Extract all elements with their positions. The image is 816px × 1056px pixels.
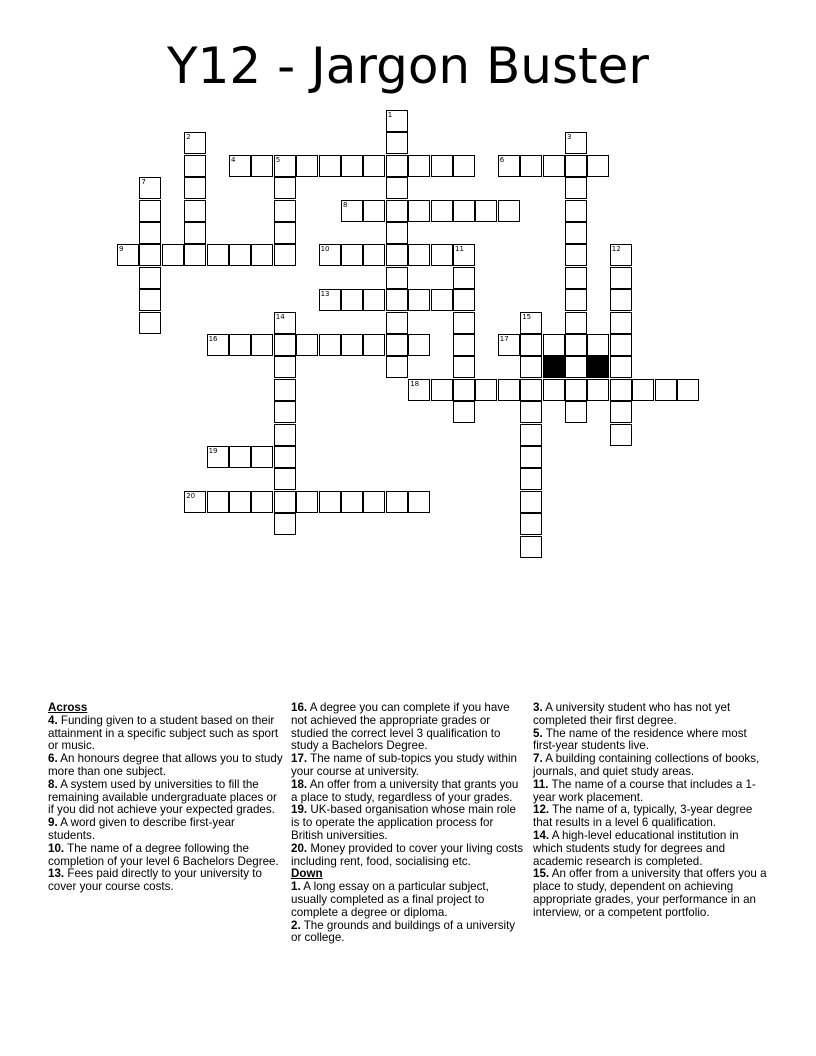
grid-cell[interactable] <box>565 244 587 266</box>
grid-cell[interactable] <box>274 200 296 222</box>
grid-cell[interactable] <box>341 289 363 311</box>
grid-cell[interactable] <box>251 491 273 513</box>
grid-cell[interactable] <box>319 244 341 266</box>
clue-column-1 <box>48 702 284 894</box>
grid-cell[interactable] <box>296 155 318 177</box>
grid-cell[interactable] <box>229 155 251 177</box>
grid-cell[interactable] <box>453 244 475 266</box>
clue-item <box>291 804 527 842</box>
grid-cell[interactable] <box>520 356 542 378</box>
clue-item-number: 10. <box>48 841 65 855</box>
grid-cell[interactable] <box>251 446 273 468</box>
grid-cell[interactable] <box>520 334 542 356</box>
grid-cell[interactable] <box>363 289 385 311</box>
clue-number: 6 <box>499 155 505 164</box>
grid-cell[interactable] <box>610 334 632 356</box>
grid-cell[interactable] <box>543 155 565 177</box>
clue-item-number: 18. <box>291 777 308 791</box>
clue-item <box>533 868 769 919</box>
grid-cell[interactable] <box>610 267 632 289</box>
grid-cell[interactable] <box>162 244 184 266</box>
grid-cell[interactable] <box>610 379 632 401</box>
clue-item <box>291 881 527 919</box>
grid-cell[interactable] <box>229 244 251 266</box>
grid-cell[interactable] <box>386 491 408 513</box>
grid-cell[interactable] <box>274 401 296 423</box>
grid-cell[interactable] <box>139 289 161 311</box>
grid-cell[interactable] <box>520 513 542 535</box>
clue-item-text: The grounds and buildings of a university or college. <box>291 918 516 945</box>
grid-cell[interactable] <box>341 244 363 266</box>
clue-number: 18 <box>410 379 420 388</box>
grid-cell[interactable] <box>274 379 296 401</box>
clue-item-number: 13. <box>48 867 65 881</box>
clue-item-number: 3. <box>533 701 543 714</box>
grid-cell[interactable] <box>498 334 520 356</box>
section-header: Across <box>48 701 88 714</box>
grid-cell[interactable] <box>274 468 296 490</box>
grid-cell[interactable] <box>207 446 229 468</box>
grid-cell[interactable] <box>587 334 609 356</box>
grid-cell[interactable] <box>229 491 251 513</box>
clue-item <box>533 728 769 754</box>
grid-cell[interactable] <box>475 200 497 222</box>
grid-cell[interactable] <box>274 222 296 244</box>
grid-cell[interactable] <box>475 379 497 401</box>
clue-item <box>291 843 527 869</box>
clue-item-text: A degree you can complete if you have not achieved the appropriate grades or studied the correct level 3 qualification to study a Bachelors Degree. <box>291 701 510 753</box>
grid-cell[interactable] <box>207 334 229 356</box>
grid-cell[interactable] <box>274 334 296 356</box>
grid-cell[interactable] <box>139 200 161 222</box>
clue-item <box>533 753 769 779</box>
grid-cell[interactable] <box>319 155 341 177</box>
clue-number: 9 <box>119 245 124 254</box>
grid-cell[interactable] <box>453 334 475 356</box>
grid-cell[interactable] <box>386 267 408 289</box>
clue-item <box>48 843 284 869</box>
clue-item-text: UK-based organisation whose main role is to operate the application process for British universities. <box>291 803 516 842</box>
clue-item-text: A building containing collections of books, journals, and quiet study areas. <box>533 752 760 778</box>
clue-item <box>533 702 769 728</box>
grid-cell[interactable] <box>184 491 206 513</box>
clue-item-text: A long essay on a particular subject, usually completed as a final project to complete a degree or diploma. <box>291 880 489 919</box>
grid-cell[interactable] <box>274 155 296 177</box>
grid-cell[interactable] <box>319 334 341 356</box>
grid-cell[interactable] <box>565 200 587 222</box>
grid-cell[interactable] <box>386 110 408 132</box>
grid-cell[interactable] <box>117 244 139 266</box>
black-square <box>543 356 565 378</box>
grid-cell[interactable] <box>251 155 273 177</box>
grid-cell[interactable] <box>274 177 296 199</box>
grid-cell[interactable] <box>274 312 296 334</box>
grid-cell[interactable] <box>363 200 385 222</box>
clue-number: 1 <box>387 111 393 119</box>
grid-cell[interactable] <box>453 200 475 222</box>
grid-cell[interactable] <box>363 491 385 513</box>
clue-item <box>533 804 769 830</box>
clue-item <box>291 702 527 753</box>
clue-number: 14 <box>275 312 285 321</box>
grid-cell[interactable] <box>520 312 542 334</box>
clue-item-number: 8. <box>48 777 58 791</box>
clue-item-text: An offer from a university that grants you a place to study, regardless of your grades. <box>291 777 519 804</box>
grid-cell[interactable] <box>431 244 453 266</box>
grid-cell[interactable] <box>453 267 475 289</box>
clue-number: 13 <box>320 290 330 299</box>
grid-cell[interactable] <box>565 379 587 401</box>
grid-cell[interactable] <box>453 379 475 401</box>
section-header: Down <box>291 867 323 881</box>
grid-cell[interactable] <box>386 132 408 154</box>
clue-item-text: The name of the residence where most first-year students live. <box>533 726 747 753</box>
clue-number: 5 <box>275 155 281 164</box>
clue-item-text: Funding given to a student based on their attainment in a specific subject such as sport or music. <box>48 713 279 753</box>
clue-item-number: 2. <box>291 918 301 932</box>
grid-cell[interactable] <box>610 424 632 446</box>
grid-cell[interactable] <box>184 132 206 154</box>
grid-cell[interactable] <box>655 379 677 401</box>
grid-cell[interactable] <box>139 177 161 199</box>
grid-cell[interactable] <box>453 401 475 423</box>
clue-item-number: 14. <box>533 828 550 842</box>
grid-cell[interactable] <box>274 491 296 513</box>
grid-cell[interactable] <box>520 401 542 423</box>
grid-cell[interactable] <box>520 536 542 558</box>
grid-cell[interactable] <box>520 424 542 446</box>
clue-item <box>291 753 527 779</box>
clue-item-text: Fees paid directly to your university to cover your course costs. <box>48 867 262 894</box>
clue-item-text: The name of a, typically, 3-year degree that results in a level 6 qualification. <box>533 803 753 830</box>
grid-cell[interactable] <box>520 379 542 401</box>
grid-cell[interactable] <box>184 200 206 222</box>
clue-item-text: A university student who has not yet completed their first degree. <box>533 701 731 727</box>
grid-cell[interactable] <box>274 356 296 378</box>
clue-item-number: 17. <box>291 752 308 766</box>
clue-item-text: The name of a course that includes a 1-year work placement. <box>533 777 756 804</box>
clue-number: 20 <box>186 491 196 500</box>
clue-number: 12 <box>611 245 621 254</box>
clue-item-number: 4. <box>48 713 58 727</box>
clue-item <box>48 817 284 843</box>
grid-cell[interactable] <box>520 155 542 177</box>
grid-cell[interactable] <box>363 334 385 356</box>
grid-cell[interactable] <box>341 200 363 222</box>
grid-cell[interactable] <box>520 446 542 468</box>
grid-cell[interactable] <box>543 379 565 401</box>
grid-cell[interactable] <box>565 222 587 244</box>
grid-cell[interactable] <box>408 244 430 266</box>
grid-cell[interactable] <box>498 200 520 222</box>
clue-item-number: 7. <box>533 752 543 766</box>
clue-item-number: 15. <box>533 867 550 881</box>
clue-item-number: 19. <box>291 803 308 817</box>
clue-item <box>533 830 769 868</box>
clue-item-text: An offer from a university that offers you a place to study, dependent on achieving appropriate grades, your performance in an interview, or a competent portfolio. <box>533 867 767 919</box>
grid-cell[interactable] <box>319 491 341 513</box>
grid-cell[interactable] <box>139 222 161 244</box>
puzzle-title: Y12 - Jargon Buster <box>167 37 649 95</box>
grid-cell[interactable] <box>139 267 161 289</box>
grid-cell[interactable] <box>274 446 296 468</box>
grid-cell[interactable] <box>498 155 520 177</box>
clue-number: 19 <box>208 447 218 455</box>
clue-number: 11 <box>455 245 464 254</box>
grid-cell[interactable] <box>408 289 430 311</box>
grid-cell[interactable] <box>408 491 430 513</box>
grid-cell[interactable] <box>251 244 273 266</box>
grid-cell[interactable] <box>229 446 251 468</box>
clue-item-text: The name of a degree following the completion of your level 6 Bachelors Degree. <box>48 841 279 868</box>
grid-cell[interactable] <box>386 177 408 199</box>
grid-cell[interactable] <box>610 401 632 423</box>
clue-number: 8 <box>343 200 348 209</box>
grid-cell[interactable] <box>207 491 229 513</box>
grid-cell[interactable] <box>610 356 632 378</box>
grid-cell[interactable] <box>184 244 206 266</box>
clue-item <box>291 920 527 946</box>
grid-cell[interactable] <box>565 312 587 334</box>
clue-number: 17 <box>499 335 509 343</box>
grid-cell[interactable] <box>184 222 206 244</box>
grid-cell[interactable] <box>565 334 587 356</box>
grid-cell[interactable] <box>408 334 430 356</box>
clue-item-number: 5. <box>533 726 543 740</box>
clue-item-text: The name of sub-topics you study within your course at university. <box>291 752 517 778</box>
clue-number: 2 <box>186 133 191 142</box>
grid-cell[interactable] <box>386 155 408 177</box>
clue-item-text: Money provided to cover your living costs including rent, food, socialising etc. <box>291 841 524 868</box>
clue-item-number: 1. <box>291 880 301 894</box>
grid-cell[interactable] <box>386 244 408 266</box>
grid-cell[interactable] <box>431 155 453 177</box>
clue-number: 7 <box>141 178 146 187</box>
grid-cell[interactable] <box>341 334 363 356</box>
grid-cell[interactable] <box>363 244 385 266</box>
grid-cell[interactable] <box>610 244 632 266</box>
grid-cell[interactable] <box>408 379 430 401</box>
grid-cell[interactable] <box>453 289 475 311</box>
grid-cell[interactable] <box>386 289 408 311</box>
grid-cell[interactable] <box>431 379 453 401</box>
grid-cell[interactable] <box>274 513 296 535</box>
clue-number: 4 <box>231 155 236 164</box>
grid-cell[interactable] <box>341 155 363 177</box>
clue-item <box>533 779 769 805</box>
grid-cell[interactable] <box>565 401 587 423</box>
clue-item-number: 12. <box>533 803 550 817</box>
clue-item <box>48 753 284 779</box>
grid-cell[interactable] <box>341 491 363 513</box>
clue-column-3 <box>533 702 769 920</box>
clue-item-text: A word given to describe first-year students. <box>48 816 235 842</box>
grid-cell[interactable] <box>274 424 296 446</box>
clue-item <box>48 779 284 817</box>
clue-number: 15 <box>522 312 532 321</box>
grid-cell[interactable] <box>565 267 587 289</box>
clue-item <box>291 779 527 805</box>
grid-cell[interactable] <box>610 312 632 334</box>
clue-item-number: 20. <box>291 841 308 855</box>
clue-item-text: A system used by universities to fill the remaining available undergraduate places or if you did not achieve your expected grades. <box>48 777 277 817</box>
clue-item <box>48 715 284 753</box>
grid-cell[interactable] <box>184 155 206 177</box>
clue-item-text: A high-level educational institution in which students study for degrees and academic research is completed. <box>533 828 739 868</box>
grid-cell[interactable] <box>386 356 408 378</box>
clue-item <box>48 868 284 894</box>
grid-cell[interactable] <box>408 155 430 177</box>
grid-cell[interactable] <box>386 200 408 222</box>
black-square <box>587 356 609 378</box>
grid-cell[interactable] <box>408 200 430 222</box>
grid-cell[interactable] <box>251 334 273 356</box>
clue-item-text: An honours degree that allows you to study more than one subject. <box>48 752 283 778</box>
grid-cell[interactable] <box>386 222 408 244</box>
grid-cell[interactable] <box>677 379 699 401</box>
grid-cell[interactable] <box>498 379 520 401</box>
grid-cell[interactable] <box>386 312 408 334</box>
grid-cell[interactable] <box>386 334 408 356</box>
grid-cell[interactable] <box>363 155 385 177</box>
grid-cell[interactable] <box>587 379 609 401</box>
grid-cell[interactable] <box>184 177 206 199</box>
grid-cell[interactable] <box>632 379 654 401</box>
clue-item-number: 9. <box>48 816 58 830</box>
grid-cell[interactable] <box>587 155 609 177</box>
grid-cell[interactable] <box>565 155 587 177</box>
grid-cell[interactable] <box>453 155 475 177</box>
grid-cell[interactable] <box>520 491 542 513</box>
grid-cell[interactable] <box>431 289 453 311</box>
grid-cell[interactable] <box>139 244 161 266</box>
grid-cell[interactable] <box>274 244 296 266</box>
grid-cell[interactable] <box>565 289 587 311</box>
clue-item-number: 6. <box>48 752 58 766</box>
clue-number: 10 <box>320 245 330 254</box>
clue-number: 16 <box>208 335 218 343</box>
grid-cell[interactable] <box>610 289 632 311</box>
grid-cell[interactable] <box>453 356 475 378</box>
grid-cell[interactable] <box>543 334 565 356</box>
grid-cell[interactable] <box>207 244 229 266</box>
grid-cell[interactable] <box>139 312 161 334</box>
grid-cell[interactable] <box>319 289 341 311</box>
grid-cell[interactable] <box>431 200 453 222</box>
grid-cell[interactable] <box>565 177 587 199</box>
grid-cell[interactable] <box>565 356 587 378</box>
grid-cell[interactable] <box>520 468 542 490</box>
grid-cell[interactable] <box>296 334 318 356</box>
grid-cell[interactable] <box>229 334 251 356</box>
grid-cell[interactable] <box>565 132 587 154</box>
clue-item-number: 11. <box>533 777 549 791</box>
clue-number: 3 <box>567 133 572 142</box>
clue-column-2 <box>291 702 527 945</box>
clue-item-number: 16. <box>291 701 308 714</box>
grid-cell[interactable] <box>296 491 318 513</box>
grid-cell[interactable] <box>453 312 475 334</box>
